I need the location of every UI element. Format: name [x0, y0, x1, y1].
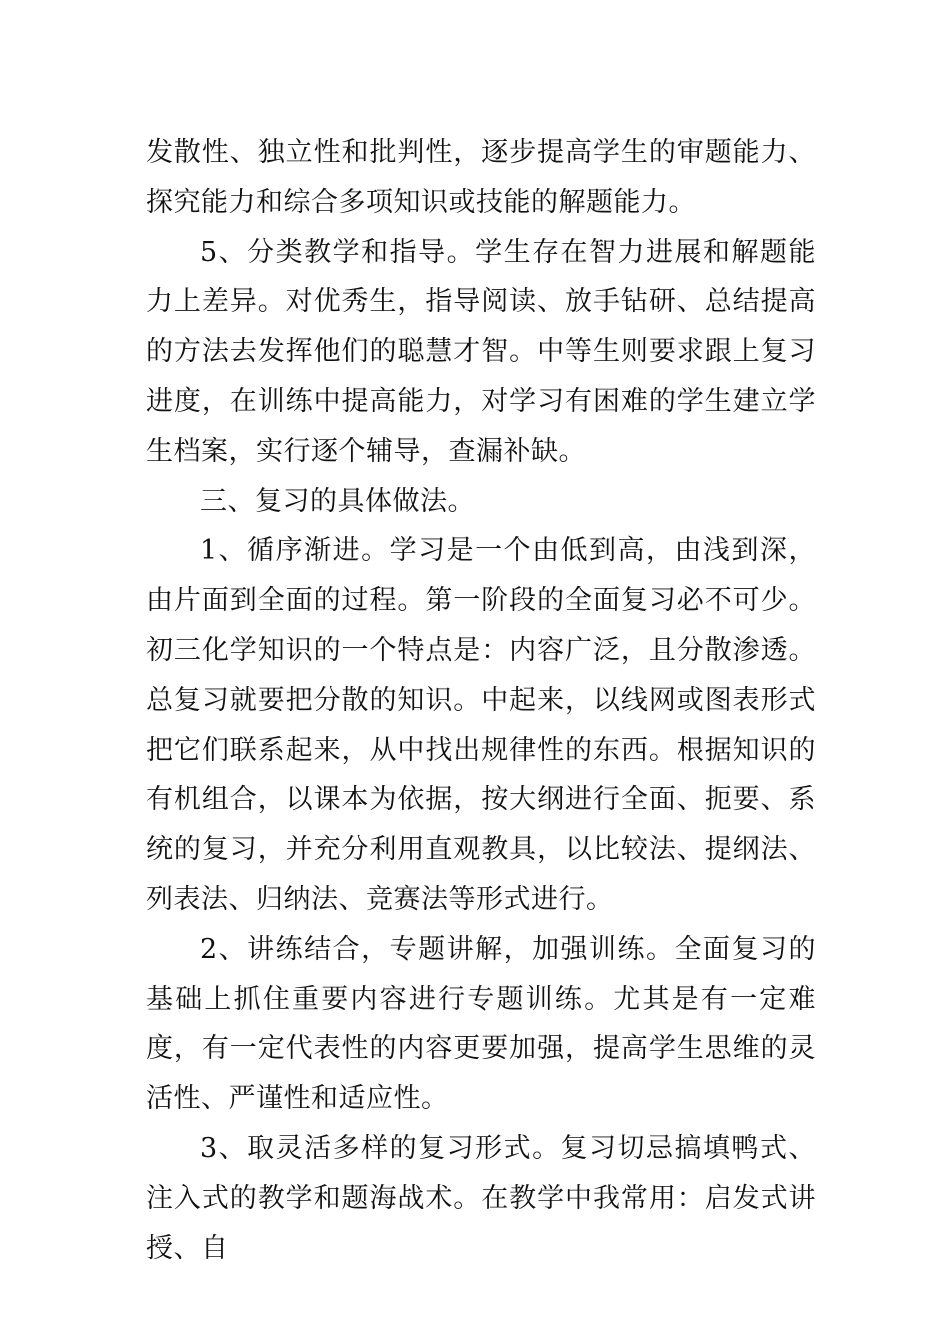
paragraph-item-5: 5、分类教学和指导。学生存在智力进展和解题能力上差异。对优秀生，指导阅读、放手钻研、总结提高的方法去发挥他们的聪慧才智。中等生则要求跟上复习进度，在训练中提高能力，对学习有困难的学生建立学生档案，实行逐个辅导，查漏补缺。 [146, 236, 816, 467]
paragraph-item-3: 3、取灵活多样的复习形式。复习切忌搞填鸭式、注入式的教学和题海战术。在教学中我常用：启发式讲授、自 [146, 1132, 816, 1264]
paragraph-item-2: 2、讲练结合，专题讲解，加强训练。全面复习的基础上抓住重要内容进行专题训练。尤其是有一定难度，有一定代表性的内容更要加强，提高学生思维的灵活性、严谨性和适应性。 [146, 933, 816, 1115]
section-heading-3: 三、复习的具体做法。 [200, 485, 475, 517]
paragraph-continuation: 发散性、独立性和批判性，逐步提高学生的审题能力、探究能力和综合多项知识或技能的解题能力。 [146, 137, 816, 218]
paragraph-item-1: 1、循序渐进。学习是一个由低到高，由浅到深，由片面到全面的过程。第一阶段的全面复习必不可少。初三化学知识的一个特点是：内容广泛，且分散渗透。总复习就要把分散的知识。中起来，以线网或图表形式把它们联系起来，从中找出规律性的东西。根据知识的有机组合，以课本为依据，按大纲进行全面、扼要、系统的复习，并充分利用直观教具，以比较法、提纲法、列表法、归纳法、竞赛法等形式进行。 [146, 535, 816, 915]
document-body [146, 128, 816, 1273]
